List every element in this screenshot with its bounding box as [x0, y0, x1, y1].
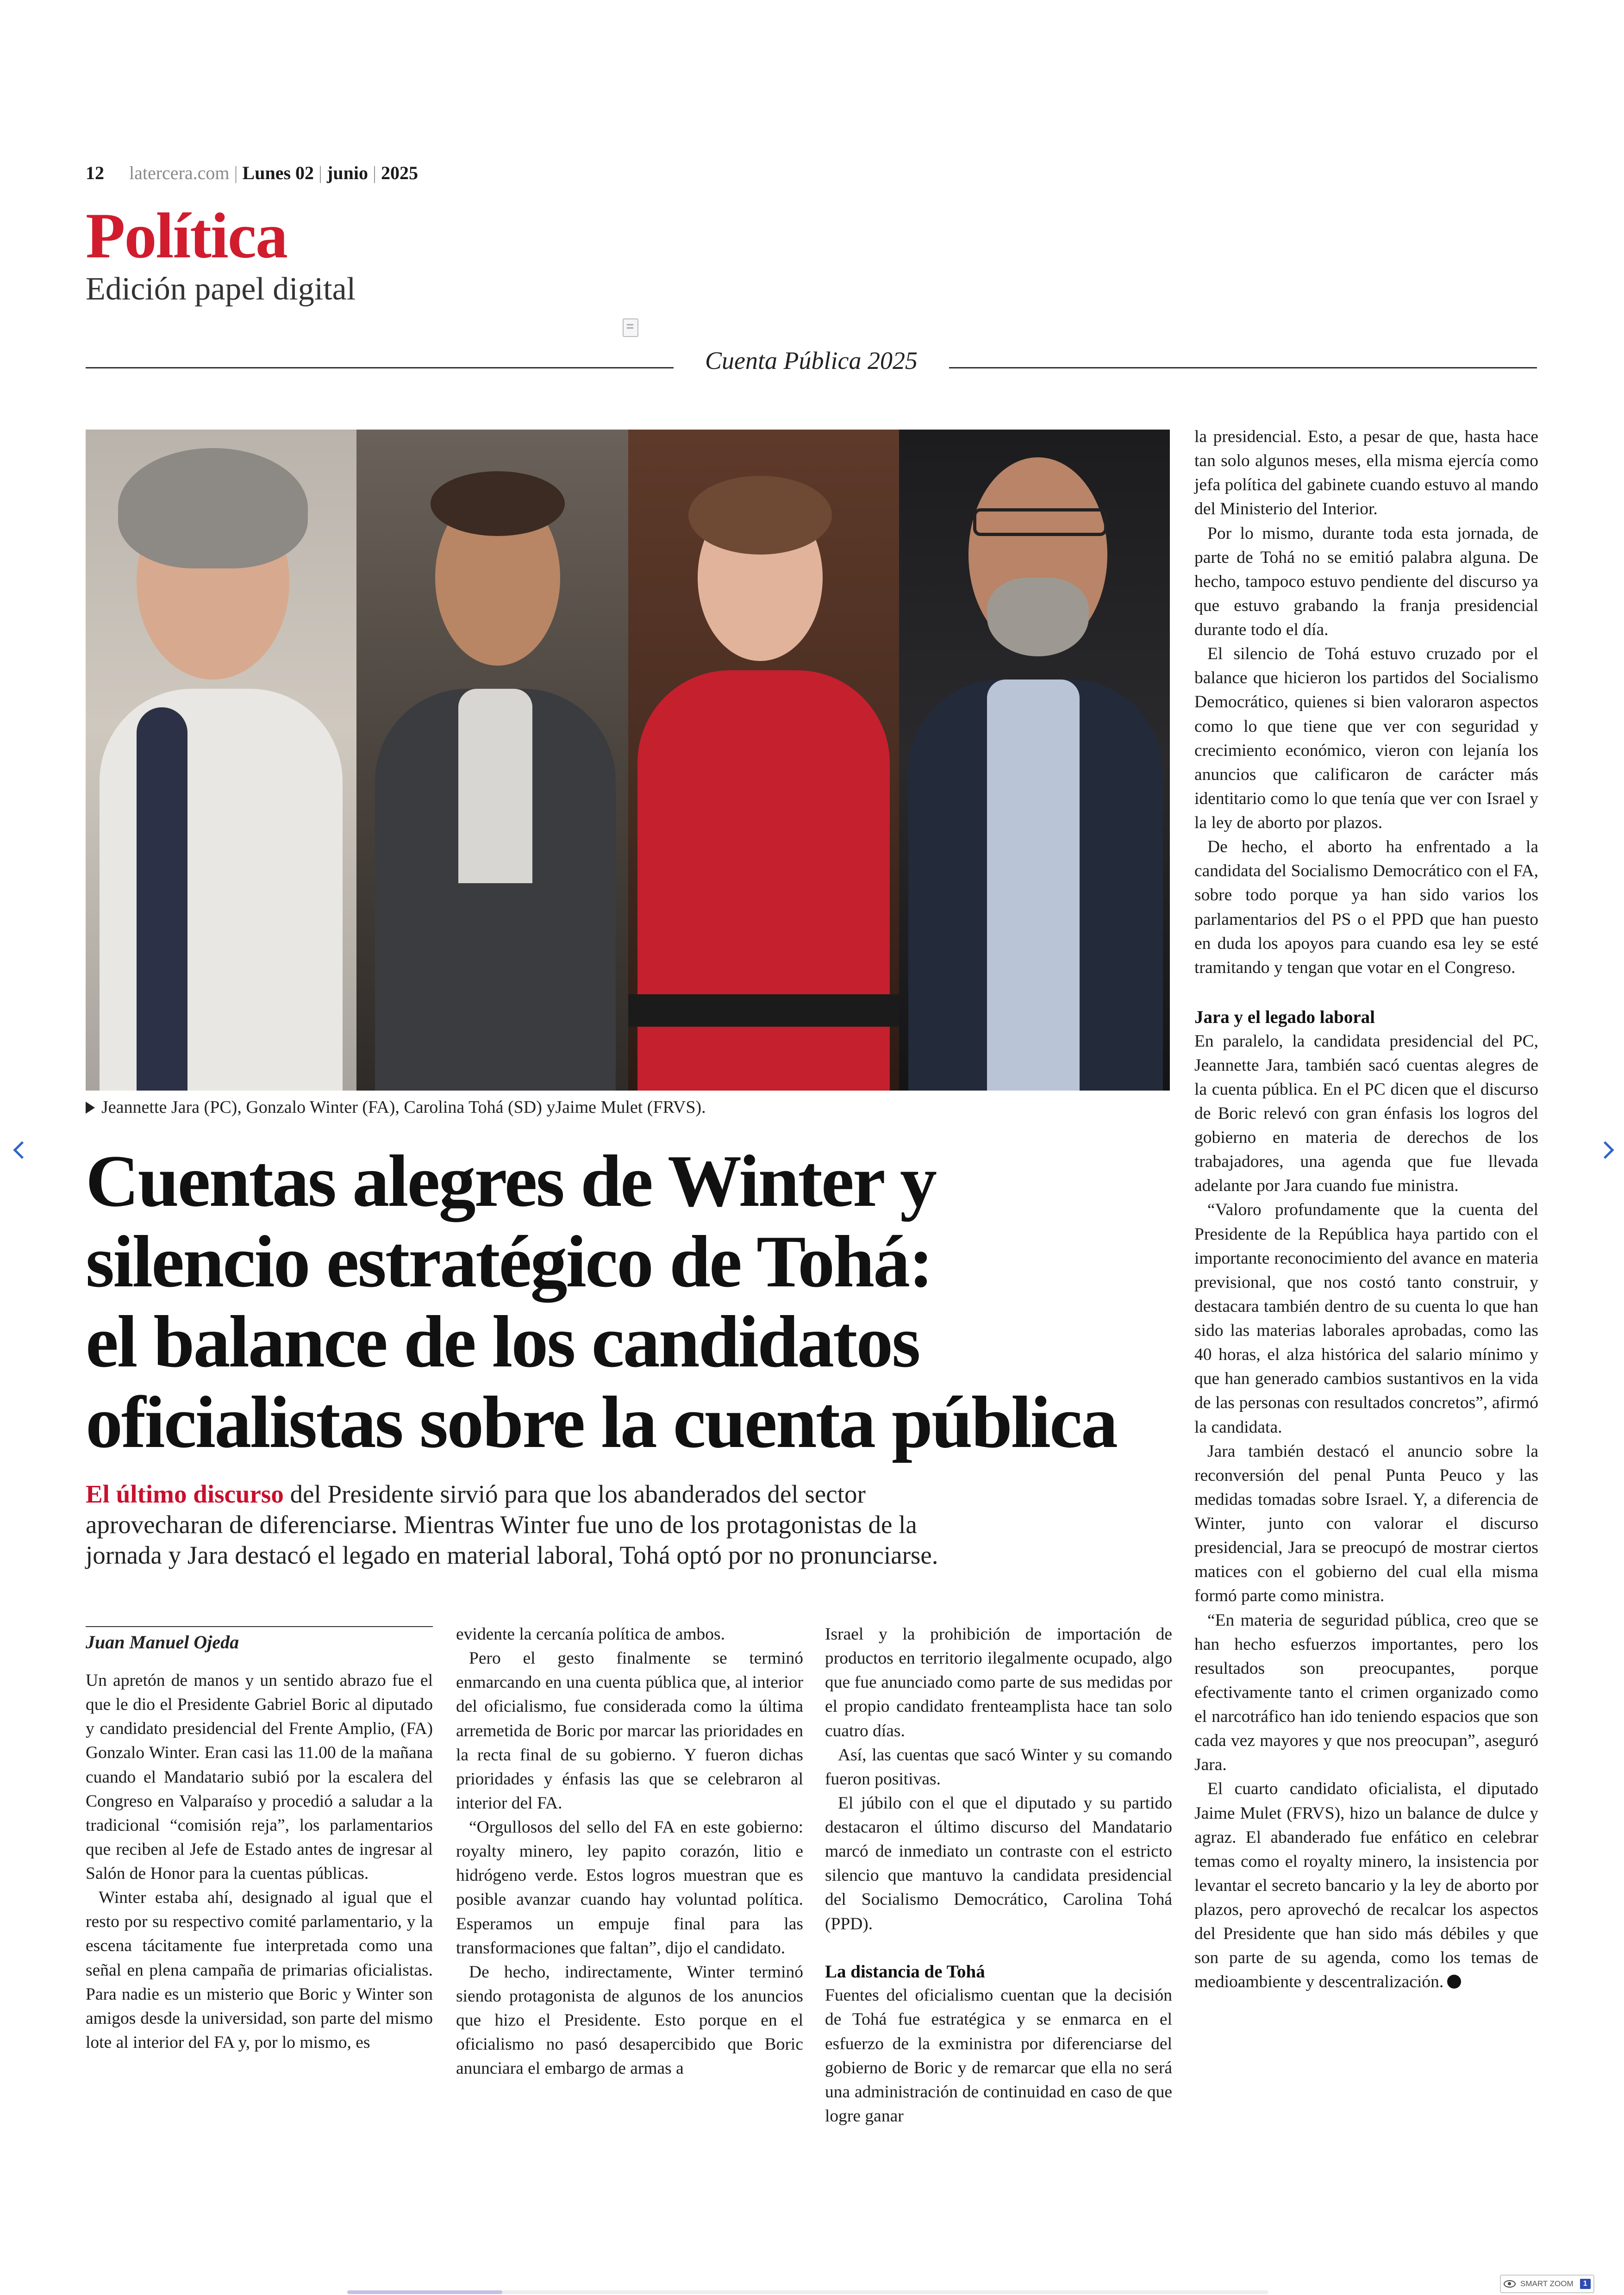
- photo-jaime-mulet: [899, 430, 1170, 1091]
- paragraph: Pero el gesto finalmente se terminó enmarcando en una cuenta pública que, al interior del oficialismo, fue considerada como la última arremetida de Boric por marcar las prioridades en la recta final de su gobierno. Y fueron dichas prioridades y énfasis las que se celebraron al interior del FA.: [456, 1649, 803, 1813]
- paragraph: Israel y la prohibición de importación de productos en territorio ilegalmente ocupado, algo que fue anunciado como parte de sus medidas por el propio candidato frenteamplista hace tan solo cuatro días.: [825, 1625, 1172, 1740]
- paragraph: De hecho, el aborto ha enfrentado a la candidata del Socialismo Democrático con el FA, sobre todo porque ya han sido varios los parlamentarios del PS o el PPD que han puesto en duda los apoyos para cuando esa ley se esté tramitando y tengan que votar en el Congreso.: [1194, 837, 1538, 977]
- issue-year: 2025: [381, 162, 418, 183]
- paragraph: Un apretón de manos y un sentido abrazo fue el que le dio el Presidente Gabriel Boric al diputado y candidato presidencial del Frente Amplio, (FA) Gonzalo Winter. Eran casi las 11.00 de la mañana cuando el Mandatario subió por la escalera del Congreso en Valparaíso y procedió a saludar a la tradicional “comisión reja”, los parlamentarios que reciben al Jefe de Estado antes de ingresar al Salón de Honor para la cuentas públicas.: [86, 1671, 433, 1883]
- paragraph: Fuentes del oficialismo cuentan que la decisión de Tohá fue estratégica y se enmarca en el esfuerzo de la exministra por diferenciarse del gobierno de Boric y de remarcar que ella no será una administración de continuidad en caso de que logre ganar: [825, 1986, 1172, 2126]
- prev-page-button[interactable]: [5, 1136, 32, 1164]
- page-number: 12: [86, 162, 104, 183]
- paragraph: evidente la cercanía política de ambos.: [456, 1625, 725, 1644]
- column-3: [825, 1622, 1172, 2128]
- column-2: [456, 1622, 803, 2081]
- column-1: [86, 1669, 433, 2055]
- headline: [86, 1141, 1178, 1462]
- next-page-button[interactable]: [1593, 1136, 1620, 1164]
- kicker-rule-right: [949, 367, 1537, 368]
- photo-carolina-toha: [628, 430, 899, 1091]
- photo-jeannette-jara: [86, 430, 356, 1091]
- paragraph: De hecho, indirectamente, Winter terminó siendo protagonista de algunos de los anuncios que hizo el Presidente. Esto porque en el oficialismo no pasó desapercibido que Boric anunciara el embargo de armas a: [456, 1962, 803, 2078]
- byline: Juan Manuel Ojeda: [86, 1632, 239, 1653]
- headline-line: Cuentas alegres de Winter y: [86, 1140, 936, 1222]
- subheading-distancia-toha: La distancia de Tohá: [825, 1961, 985, 1982]
- paragraph: Jara también destacó el anuncio sobre la reconversión del penal Punta Peuco y las medidas tomadas sobre Israel. Y, a diferencia de Winter, junto con valorar el discurso presidencial, Jara se preocupó de mostrar ciertos matices con el gobierno del cual ella misma formó parte como ministra.: [1194, 1441, 1538, 1606]
- paragraph: “Orgullosos del sello del FA en este gobierno: royalty minero, ley papito corazón, litio e hidrógeno verde. Estos logros muestran que es posible avanzar cuando hay voluntad política. Esperamos un empuje final para las transformaciones que faltan”, dijo el candidato.: [456, 1818, 803, 1958]
- headline-line: silencio estratégico de Tohá:: [86, 1220, 932, 1303]
- document-icon[interactable]: [623, 318, 638, 337]
- photo-gonzalo-winter: [356, 430, 628, 1091]
- headline-line: oficialistas sobre la cuenta pública: [86, 1380, 1117, 1463]
- photo-caption: Jeannette Jara (PC), Gonzalo Winter (FA), Carolina Tohá (SD) yJaime Mulet (FRVS).: [86, 1097, 706, 1117]
- paragraph: la presidencial. Esto, a pesar de que, hasta hace tan solo algunos meses, ella misma ejercía como jefa política del gabinete cuando estuvo al mando del Ministerio del Interior.: [1194, 427, 1538, 519]
- kicker-rule-left: [86, 367, 674, 368]
- page-header-line: 12 latercera.com | Lunes 02 | junio | 2025: [86, 162, 418, 183]
- page-scrollbar-thumb[interactable]: [347, 2290, 502, 2294]
- paragraph: Así, las cuentas que sacó Winter y su comando fueron positivas.: [825, 1745, 1172, 1789]
- headline-line: el balance de los candidatos: [86, 1300, 919, 1383]
- article-deck: El último discurso del Presidente sirvió para que los abanderados del sector aprovecharan de diferenciarse. Mientras Winter fue uno de los protagonistas de la jornada y Jara destacó el legado en material laboral, Tohá optó por no pronunciarse.: [86, 1480, 938, 1569]
- smart-zoom-label: SMART ZOOM: [1520, 2279, 1574, 2288]
- paragraph: Por lo mismo, durante toda esta jornada, de parte de Tohá no se emitió palabra alguna. De hecho, tampoco estuvo pendiente del discurso ya que estuvo grabando la franja presidencial durante todo el día.: [1194, 524, 1538, 639]
- eye-icon: [1504, 2280, 1516, 2288]
- edition-label: Edición papel digital: [86, 271, 356, 307]
- paragraph: Winter estaba ahí, designado al igual que el resto por su respectivo comité parlamentario, y la escena tácitamente fue interpretada como una señal en plena campaña de primarias oficialistas. Para nadie es un misterio que Boric y Winter son amigos desde la universidad, son parte del mismo lote al interior del FA y, por lo mismo, es: [86, 1888, 433, 2052]
- column-4: [1194, 425, 1538, 1995]
- byline-rule: [86, 1626, 433, 1627]
- subheading-jara-legado: Jara y el legado laboral: [1194, 1007, 1375, 1027]
- end-mark-icon: [1447, 1975, 1461, 1989]
- paragraph: El cuarto candidato oficialista, el diputado Jaime Mulet (FRVS), hizo un balance de dulce y agraz. El abanderado fue enfático en celebrar temas como el royalty minero, la insistencia por levantar el secreto bancario y la ley de aborto por plazos, pero aprovechó de recalcar los aspectos del Presidente que han sido más débiles y que son parte de su agenda, como los temas de medioambiente y descentralización.: [1194, 1779, 1538, 1992]
- issue-month: junio: [327, 162, 368, 183]
- chevron-right-icon: [1596, 1141, 1614, 1159]
- paragraph: “Valoro profundamente que la cuenta del Presidente de la República haya partido con el importante reconocimiento del avance en materia previsional, que nos costó tanto construir, y destacara también dentro de su cuenta lo que han sido las materias laborales aprobadas, como las 40 horas, el alza histórica del salario mínimo y que han generado cambios sustantivos en la vida de las personas con resultados concretos”, afirmó la candidata.: [1194, 1200, 1538, 1437]
- site-name: latercera.com: [129, 162, 230, 183]
- caption-arrow-icon: [86, 1102, 95, 1114]
- section-title: Política: [86, 200, 287, 272]
- paragraph: “En materia de seguridad pública, creo que se han hecho esfuerzos importantes, pero los resultados son preocupantes, porque efectivamente tanto el crimen organizado como el narcotráfico han ido teniendo espacios que son cada vez mayores y que nos preocupan”, aseguró Jara.: [1194, 1610, 1538, 1775]
- paragraph: En paralelo, la candidata presidencial del PC, Jeannette Jara, también sacó cuentas alegres de la cuenta pública. En el PC dicen que el discurso de Boric relevó con gran énfasis los logros del gobierno en materia de derechos de los trabajadores, una agenda que fue llevada adelante por Jara cuando fue ministra.: [1194, 1031, 1538, 1196]
- issue-day: Lunes 02: [242, 162, 314, 183]
- deck-lead: El último discurso: [86, 1480, 284, 1508]
- chevron-left-icon: [13, 1141, 31, 1159]
- page-badge: 1: [1580, 2279, 1591, 2289]
- smart-zoom-button[interactable]: [1500, 2275, 1594, 2293]
- kicker: Cuenta Pública 2025: [705, 347, 918, 374]
- paragraph: El silencio de Tohá estuvo cruzado por el balance que hicieron los partidos del Socialismo Democrático, quienes si bien valoraron aspectos como lo que tiene que ver con seguridad y crecimiento económico, vieron con lejanía los anuncios que calificaron de carácter más identitario como lo que tenía que ver con Israel y la ley de aborto por plazos.: [1194, 644, 1538, 832]
- paragraph: El júbilo con el que el diputado y su partido destacaron el último discurso del Mandatario marcó de inmediato un contraste con el estricto silencio que mantuvo la candidata presidencial del Socialismo Democrático, Carolina Tohá (PPD).: [825, 1793, 1172, 1933]
